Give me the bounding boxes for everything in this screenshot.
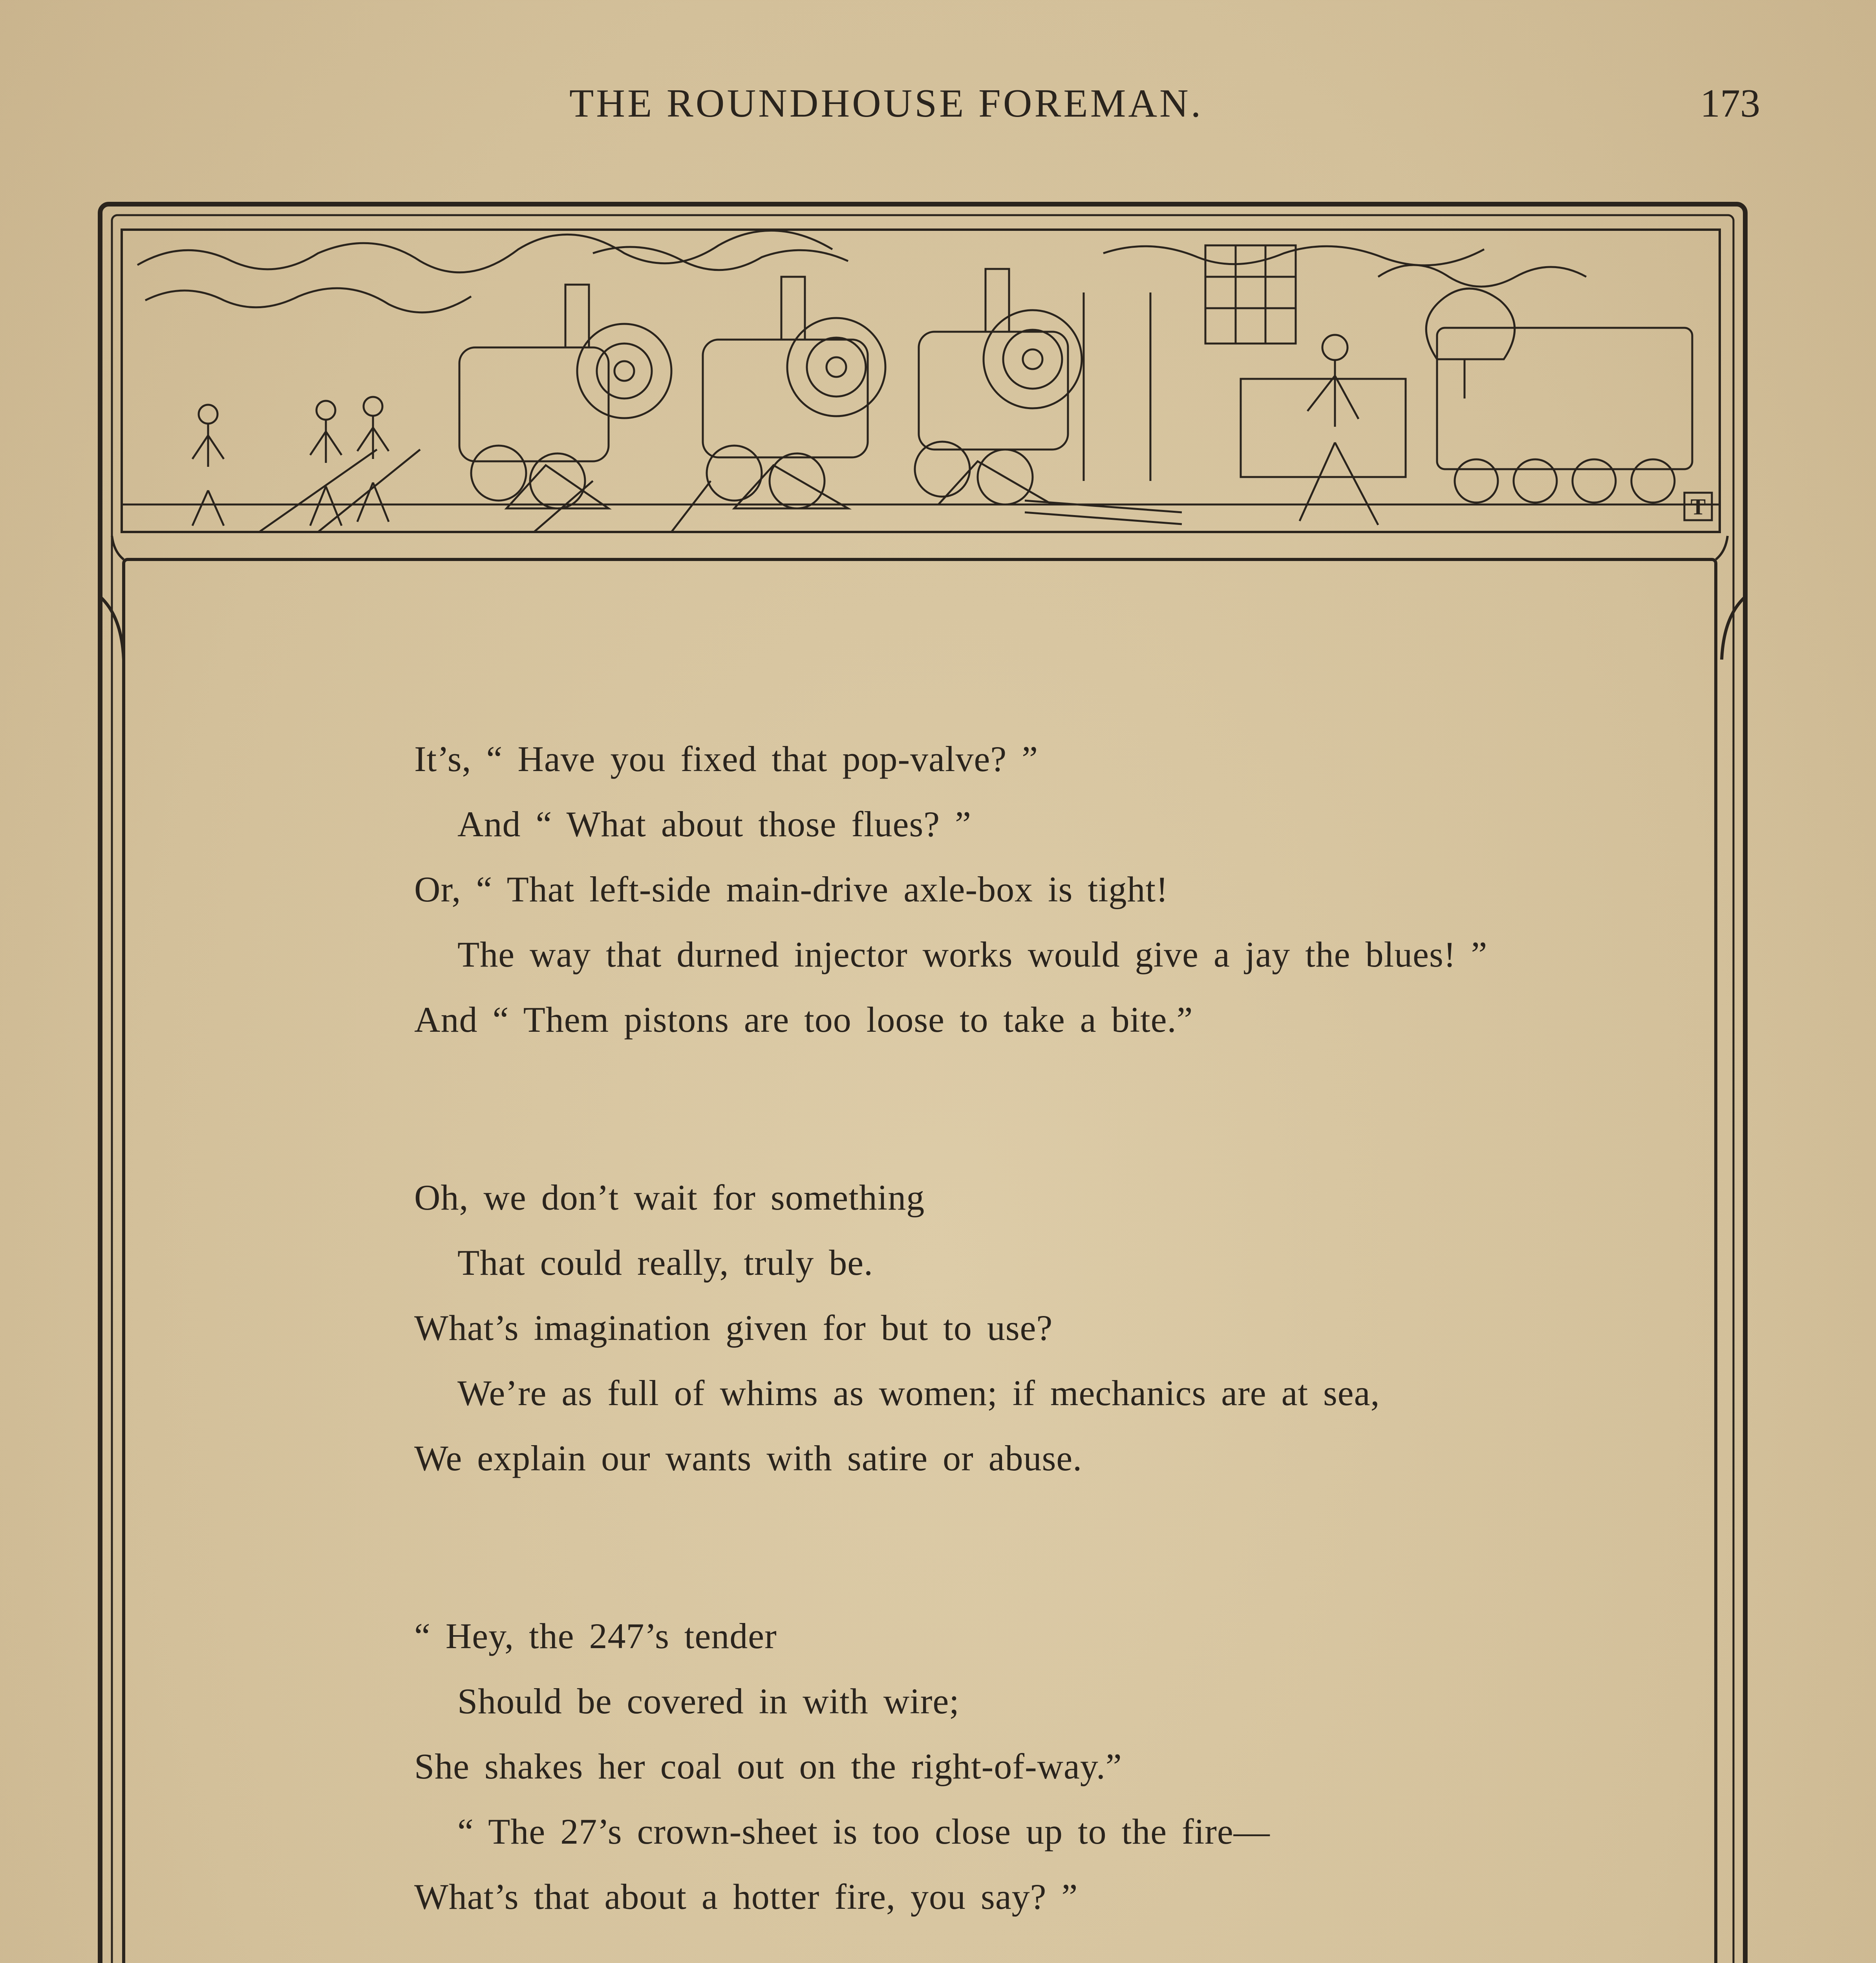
poem-line: Or, “ That left-side main-drive axle-box is tight! — [414, 869, 1168, 909]
stanza — [414, 726, 1710, 1052]
poem-line: “ The 27’s crown-sheet is too close up to the fire— — [457, 1811, 1270, 1852]
poem-line: We’re as full of whims as women; if mechanics are at sea, — [457, 1373, 1380, 1413]
stanza — [414, 1603, 1710, 1929]
poem-line: What’s that about a hotter fire, you say? ” — [414, 1877, 1078, 1917]
poem-line: That could really, truly be. — [457, 1243, 874, 1283]
poem-line: Should be covered in with wire; — [457, 1681, 960, 1721]
poem-line: What’s imagination given for but to use? — [414, 1308, 1053, 1348]
poem-line: “ Hey, the 247’s tender — [414, 1616, 777, 1656]
page-number: 173 — [1700, 81, 1760, 126]
poem — [414, 726, 1710, 1963]
monogram-mark — [1684, 493, 1712, 520]
locomotive-illustration — [122, 230, 1720, 532]
poem-line: It’s, “ Have you fixed that pop-valve? ” — [414, 739, 1039, 779]
poem-line: We explain our wants with satire or abuse. — [414, 1438, 1082, 1478]
stanza — [414, 1165, 1710, 1491]
running-head: THE ROUNDHOUSE FOREMAN. — [569, 81, 1203, 126]
poem-line: Oh, we don’t wait for something — [414, 1177, 925, 1217]
poem-line: And “ What about those flues? ” — [457, 804, 971, 844]
poem-line: She shakes her coal out on the right-of-way.” — [414, 1746, 1122, 1786]
poem-line: And “ Them pistons are too loose to take a bite.” — [414, 1000, 1193, 1040]
svg-text:T: T — [1690, 494, 1706, 519]
poem-line: The way that durned injector works would give a jay the blues! ” — [457, 934, 1488, 974]
